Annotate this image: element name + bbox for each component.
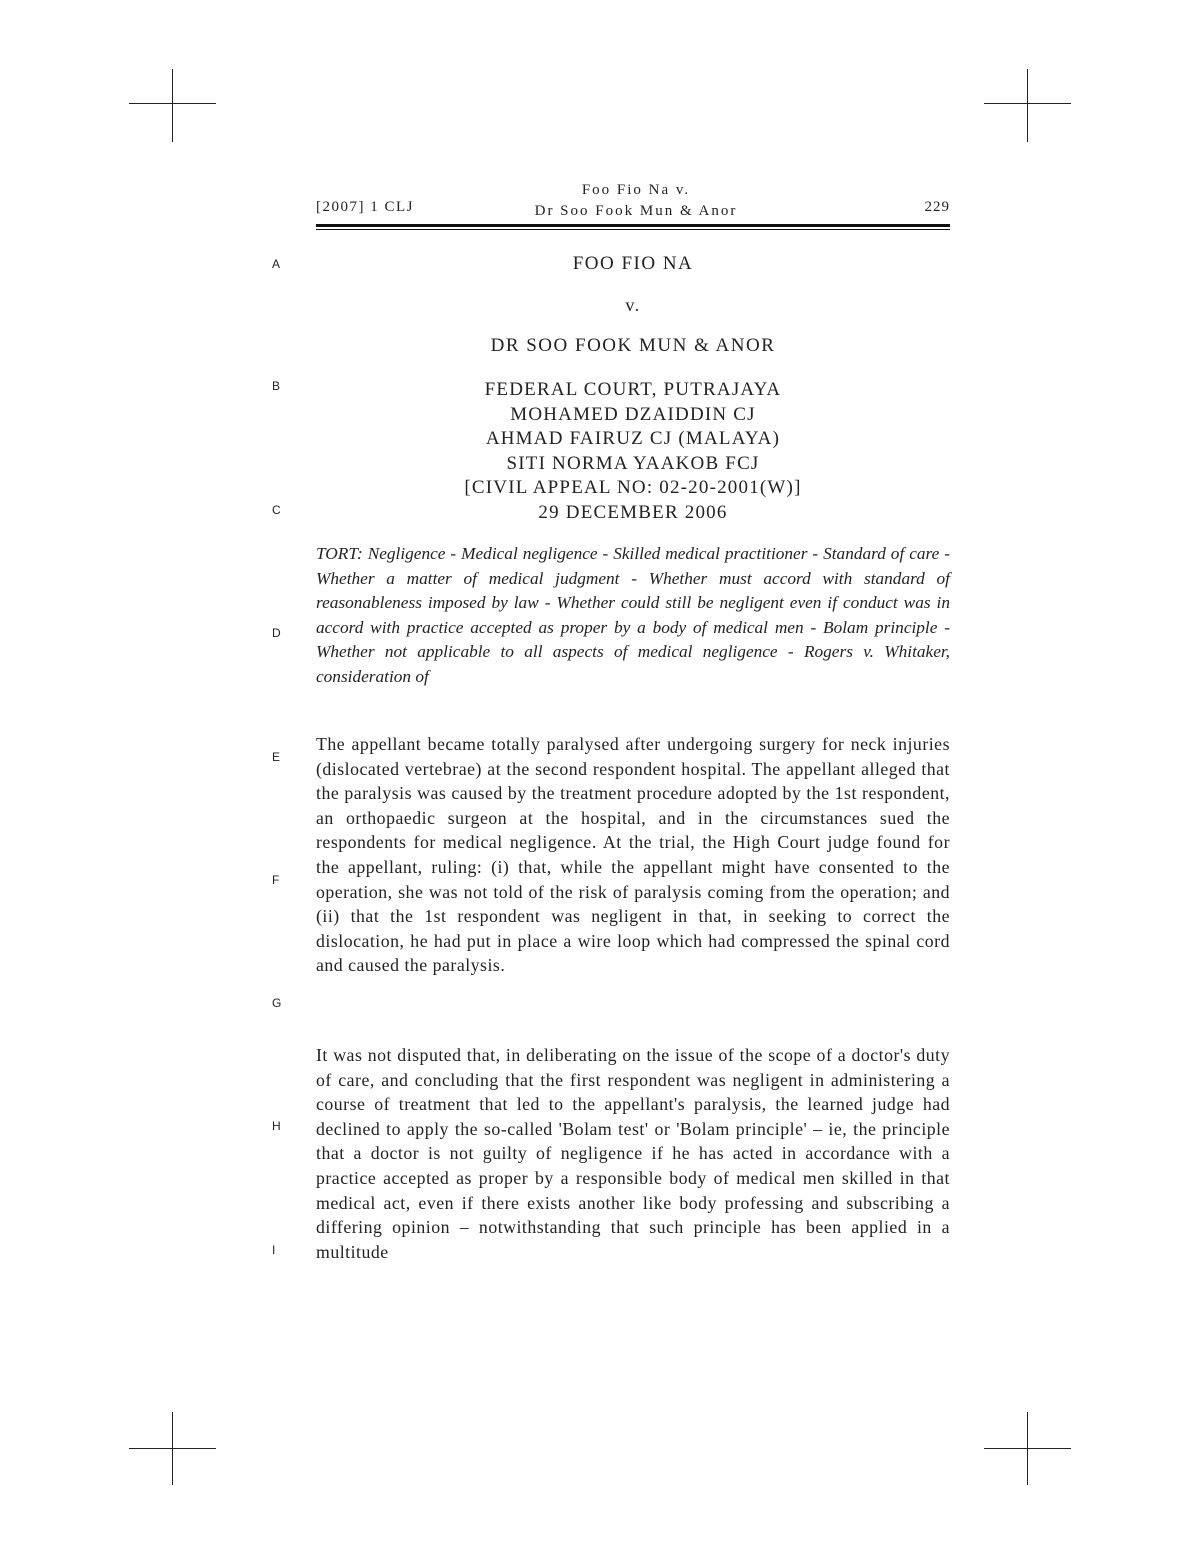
judge-3: SITI NORMA YAAKOB FCJ — [506, 452, 760, 474]
crop-mark-top-left-v — [172, 69, 173, 142]
margin-letter-b: B — [272, 379, 281, 393]
running-title-line2: Dr Soo Fook Mun & Anor — [534, 203, 738, 219]
header-citation: [2007] 1 CLJ — [316, 199, 414, 215]
crop-mark-bottom-right-v — [1027, 1412, 1028, 1485]
running-title-line1: Foo Fio Na v. — [581, 182, 691, 198]
header-running-title — [460, 180, 812, 222]
court-details — [316, 378, 950, 526]
crop-mark-top-right-v — [1027, 69, 1028, 142]
header-rule-thin — [316, 229, 950, 230]
margin-letter-g: G — [272, 996, 282, 1010]
margin-letter-e: E — [272, 750, 281, 764]
judgment-date: 29 DECEMBER 2006 — [538, 501, 728, 523]
margin-letter-d: D — [272, 626, 281, 640]
header-page-number: 229 — [924, 199, 950, 215]
judge-1: MOHAMED DZAIDDIN CJ — [510, 403, 756, 425]
judge-2: AHMAD FAIRUZ CJ (MALAYA) — [485, 428, 781, 450]
margin-letter-h: H — [272, 1119, 281, 1133]
margin-letter-i: I — [272, 1243, 276, 1257]
margin-letter-c: C — [272, 503, 281, 517]
headnote-paragraph-1: The appellant became totally paralysed after undergoing surgery for neck injuries (dislocated vertebrae) at the second respondent hospital. The appellant alleged that the paralysis was caused by the treatment procedure adopted by the 1st respondent, an orthopaedic surgeon at the hospital, and in the circumstances sued the respondents for medical negligence. At the trial, the High Court judge found for the appellant, ruling: (i) that, while the appellant might have consented to the operation, she was not told of the risk of paralysis coming from the operation; and (ii) that the 1st respondent was negligent in that, in seeking to correct the dislocation, he had put in place a wire loop which had compressed the spinal cord and caused the paralysis. — [316, 734, 950, 976]
appeal-number: [CIVIL APPEAL NO: 02-20-2001(W)] — [464, 477, 802, 499]
margin-letter-f: F — [272, 873, 280, 887]
margin-letter-a: A — [272, 257, 281, 271]
catchwords: TORT: Negligence - Medical negligence - Skilled medical practitioner - Standard of care - Whether a matter of medical judgment - Whether must accord with standard of reasonableness imposed by law - Whether could still be negligent even if conduct was in accord with practice accepted as proper by a body of medical men - Bolam principle - Whether not applicable to all aspects of medical negligence - Rogers v. Whitaker, consideration of — [316, 544, 950, 686]
case-appellant: FOO FIO NA — [572, 253, 694, 274]
crop-mark-bottom-left-v — [172, 1412, 173, 1485]
case-versus: v. — [625, 295, 641, 315]
headnote-paragraph-2: It was not disputed that, in deliberating on the issue of the scope of a doctor's duty of care, and concluding that the first respondent was negligent in administering a course of treatment that led to the appellant's paralysis, the learned judge had declined to apply the so-called 'Bolam test' or 'Bolam principle' – ie, the principle that a doctor is not guilty of negligence if he has acted in accordance with a practice accepted as proper by a responsible body of medical men skilled in that medical act, even if there exists another like body professing and subscribing a differing opinion – notwithstanding that such principle has been applied in a multitude — [316, 1045, 950, 1262]
court-name: FEDERAL COURT, PUTRAJAYA — [484, 379, 782, 400]
case-respondent: DR SOO FOOK MUN & ANOR — [490, 335, 776, 356]
header-rule — [316, 224, 950, 227]
